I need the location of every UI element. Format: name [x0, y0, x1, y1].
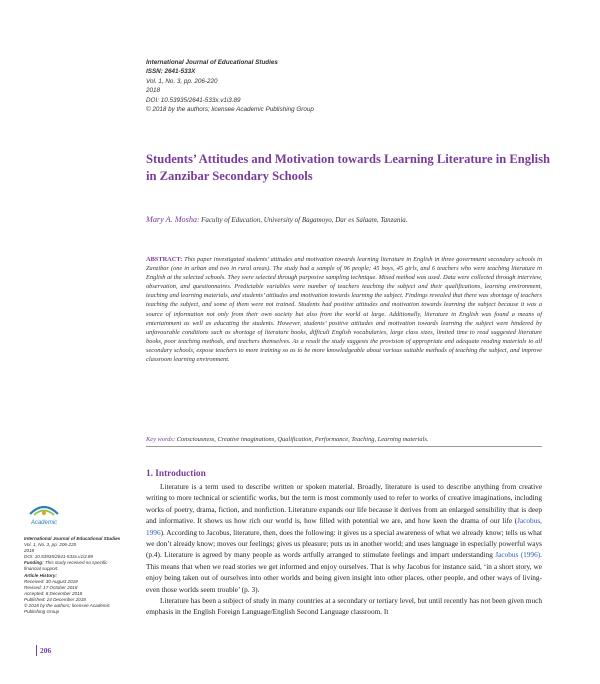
sidebar-copyright-2: Publishing Group — [24, 609, 60, 615]
published-date: Published: 24 December 2018 — [24, 596, 86, 602]
journal-header — [146, 58, 446, 114]
funding-text: This study received no specific — [43, 560, 108, 566]
divider — [146, 446, 542, 447]
body-text — [146, 481, 542, 618]
citation-link[interactable]: Jacobus (1996) — [495, 550, 541, 560]
article-info-sidebar — [24, 536, 136, 615]
text-run: . This means that when we read stories we get informed and enjoy ourselves. That is why Jacobus for instance said, ‘in a short story, we enjoy being taken out of ourselves into other worlds and being given insight into other places, other people, and other ways of living-even those worlds seem trouble’ (p. 3). — [146, 550, 542, 594]
copyright: © 2018 by the authors; licensee Academic Publishing Group — [146, 106, 314, 114]
doi: DOI: 10.53935/2641-533x.v1i3.89 — [146, 96, 241, 104]
paragraph: Literature has been a subject of study in many countries at a secondary or tertiary level, but until recently has not been given much emphasis in the English Foreign Language/English Second Language classroom. It — [146, 596, 542, 617]
paragraph — [146, 481, 542, 595]
volume-info: Vol. 1, No. 3, pp. 206-220 — [146, 77, 218, 85]
section-heading: 1. Introduction — [146, 469, 206, 479]
publisher-logo — [24, 500, 64, 530]
author-line — [146, 215, 556, 224]
abstract-text: This paper investigated students’ attitudes and motivation towards learning literature in English in three government secondary schools in Zanzibar (one in urban and two in rural areas). The study had a sample of 96 people; 45 boys, 45 girls, and 6 teachers who were teaching literature in English at the selected schools. They were selected through purposive sampling technique. Mixed method was used. Data were collected through interview, observation, and questionnaires. Predictable variables were number of teachers teaching the subject and their qualifications, learning environment, teaching and learning materials, and students’ attitudes and motivation towards learning the subject. Findings revealed that there was shortage of teachers teaching the subject, and some of them were not trained. Students had positive attitudes and motivation towards learning the subject because it was a source of information not only from their own society but also from the world at large. Additionally, literature in English was found a means of entertainment as well as educating the students. However, students’ positive attitudes and motivation towards learning the subject were hindered by unfavourable conditions such as shortage of literature books, difficult English vocabularies, large class sizes, limited time to read suggested literature books, poor teaching methods, and teachers themselves. As a result the study suggests the provision of appropriate and adequate reading materials to all secondary schools, expose teachers to more training so as to be more knowledgeable about various suitable methods of teaching the subject, and improve classroom learning environment. — [146, 256, 542, 364]
sidebar-volume: Vol. 1, No. 3, pp. 206-220 — [24, 542, 77, 548]
citation-link[interactable]: Jacobus, 1996 — [146, 516, 542, 537]
history-label: Article History: — [24, 572, 57, 578]
abstract-label: ABSTRACT: — [146, 256, 183, 263]
page-number-bar — [36, 645, 37, 656]
funding-label: Funding: — [24, 560, 44, 566]
year: 2018 — [146, 87, 161, 95]
sidebar-journal: International Journal of Educational Studies — [24, 536, 121, 541]
author-affiliation: : Faculty of Education, University of Bagamoyo, Dar es Salaam, Tanzania. — [197, 216, 408, 224]
logo-text: Academic — [30, 520, 58, 526]
sidebar-doi: DOI: 10.53935/2641-533x.v1i3.89 — [24, 554, 93, 560]
sidebar-copyright: © 2018 by the authors; licensee Academic — [24, 603, 110, 609]
sidebar-year: 2018 — [24, 548, 35, 554]
journal-name: International Journal of Educational Studies — [146, 59, 278, 66]
received-date: Received: 30 August 2018 — [24, 578, 78, 584]
author-name: Mary A. Mosha — [146, 215, 198, 224]
funding-text-2: financial support. — [24, 566, 59, 572]
keywords-text: : Consciousness, Creative imaginations, Qualification, Performance, Teaching, Learning materials. — [172, 436, 429, 443]
text-run: ). According to Jacobus, literature, then, does the following: it gives us a special awareness of what we already know; tells us what we don’t already know; moves our feelings; gives us pleasure; puts us in another world; and uses language in especially powerful ways (p.4). Literature is agreed by many people as words artfully arranged to stimulate feelings and impart understanding — [146, 527, 542, 560]
keywords-label: Key words — [146, 436, 173, 443]
page-number: 206 — [40, 646, 52, 655]
revised-date: Revised: 17 October 2018 — [24, 584, 78, 590]
accepted-date: Accepted: 8 December 2018 — [24, 590, 83, 596]
paper-title: Students’ Attitudes and Motivation towards Learning Literature in English in Zanzibar Secondary Schools — [146, 152, 550, 183]
abstract — [146, 255, 542, 364]
keywords — [146, 436, 542, 443]
text-run: Literature is a term used to describe written or spoken material. Broadly, literature is used to describe anything from creative writing to more technical or scientific works, but the term is most commonly used to refer to works of creative imaginations, including works of poetry, drama, fiction, and nonfiction. Literature expands our life because it derives from an enlarged sensibility that is deep and informative. It shows us how rich our world is, how filled with potential we are, and how keen the drama of our life ( — [146, 482, 542, 526]
issn: ISSN: 2641-533X — [146, 68, 196, 76]
